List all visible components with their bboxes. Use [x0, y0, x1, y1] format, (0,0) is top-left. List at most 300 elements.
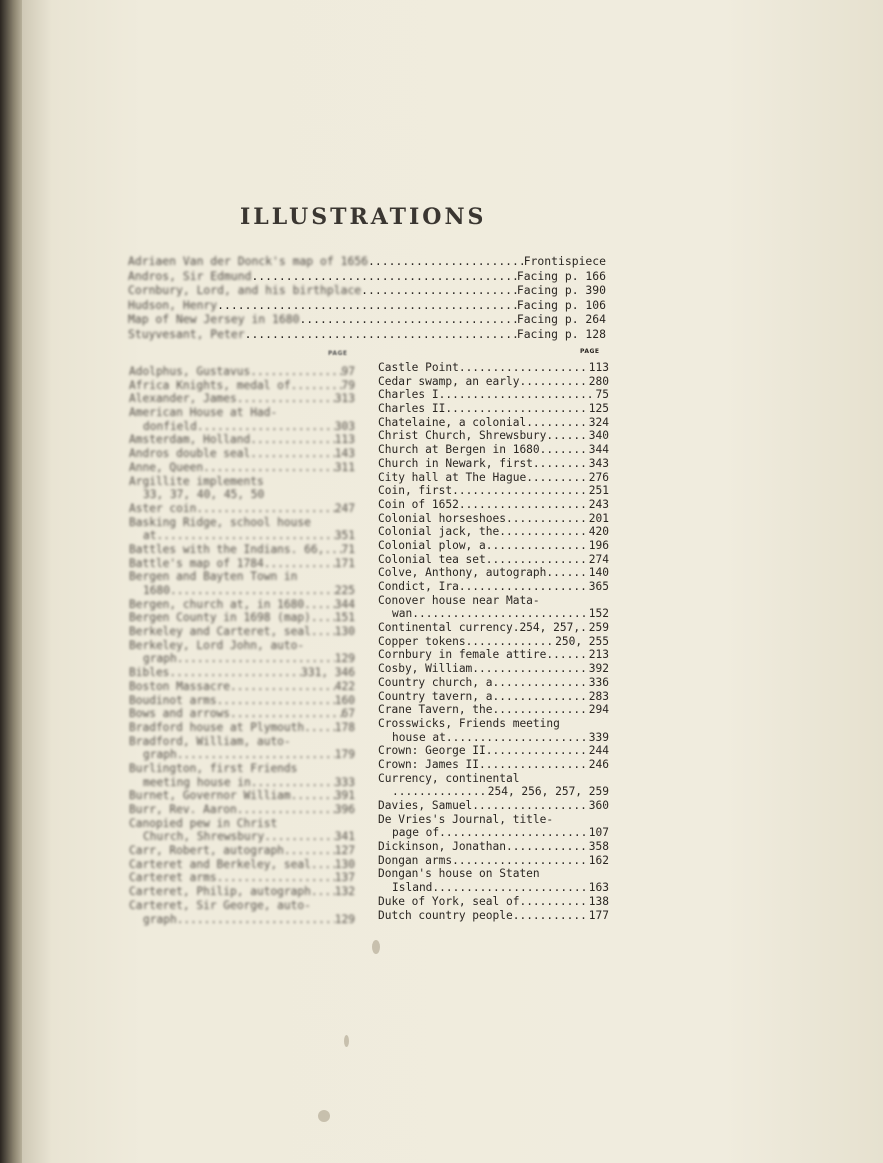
entry-text: City hall at The Hague	[378, 470, 527, 484]
entry-text: Colonial tea set	[378, 552, 486, 566]
entry-text: De Vries's Journal, title-	[378, 812, 554, 826]
index-entry	[129, 488, 355, 502]
index-entry	[129, 707, 355, 721]
dot-leader	[251, 776, 335, 790]
index-entry	[378, 909, 609, 923]
dot-leader	[432, 881, 588, 895]
entry-page: 130	[334, 857, 355, 871]
index-entry	[378, 525, 609, 539]
entry-page: 137	[334, 871, 355, 885]
index-entry	[378, 648, 609, 662]
entry-text: Condict, Ira	[378, 580, 459, 593]
dot-leader	[533, 457, 589, 471]
entry-page: 358	[588, 840, 609, 854]
illustration-title: Hudson, Henry	[128, 297, 218, 312]
index-entry	[378, 621, 609, 635]
entry-text: Burnet, Governor William	[129, 789, 291, 803]
dot-leader	[291, 789, 335, 803]
entry-text: Alexander, James	[129, 392, 237, 406]
dot-leader	[311, 611, 335, 625]
dot-leader	[459, 361, 589, 375]
entry-page: 283	[588, 689, 609, 703]
index-entry	[378, 881, 609, 895]
entry-page: 171	[334, 556, 355, 570]
dot-leader	[486, 553, 589, 567]
entry-page: 140	[588, 566, 609, 580]
entry-page: 75	[595, 388, 609, 402]
entry-page: 177	[588, 908, 609, 922]
dot-leader	[392, 785, 488, 799]
illustration-row	[128, 298, 606, 313]
index-entry	[129, 461, 355, 475]
index-entry	[378, 512, 609, 526]
index-entry	[378, 471, 609, 485]
index-entry	[378, 785, 609, 799]
entry-text: graph	[143, 652, 177, 666]
entry-page: 396	[334, 803, 355, 816]
entry-text: Burr, Rev. Aaron	[129, 803, 237, 816]
entry-page: 280	[588, 374, 609, 388]
entry-text: Chatelaine, a colonial	[378, 415, 527, 429]
entry-page: 196	[588, 538, 609, 552]
entry-page: 351	[334, 529, 355, 543]
illustration-title: Stuyvesant, Peter	[128, 326, 245, 341]
index-entry	[378, 594, 609, 608]
dot-leader	[499, 525, 589, 539]
entry-text: Battles with the Indians. 66,	[129, 542, 325, 556]
index-entry	[378, 840, 609, 854]
dot-leader	[506, 512, 589, 526]
entry-text: donfield	[143, 419, 197, 433]
dot-leader	[486, 744, 589, 758]
entry-text: meeting house in	[143, 775, 251, 789]
illustration-title: Adriaen Van der Donck's map of 1656	[128, 254, 369, 268]
dot-leader	[493, 676, 589, 690]
entry-text: Church, Shrewsbury	[143, 830, 265, 844]
index-entry	[378, 580, 609, 594]
illustration-title: Andros, Sir Edmund	[128, 268, 252, 283]
entry-page: 244	[588, 744, 609, 758]
illustration-title: Map of New Jersey in 1680	[128, 312, 300, 327]
entry-text: Aster coin	[129, 501, 197, 515]
entry-text: Colonial plow, a	[378, 538, 486, 552]
index-entry	[378, 498, 609, 512]
entry-text: graph	[143, 912, 177, 926]
entry-page: 422	[334, 679, 355, 693]
dot-leader	[284, 844, 335, 858]
dot-leader	[446, 731, 589, 745]
index-entry	[129, 803, 355, 817]
index-entry	[129, 789, 355, 803]
entry-page: 311	[334, 460, 355, 474]
entry-text: Duke of York, seal of	[378, 894, 520, 908]
illustration-page: Facing p. 166	[516, 268, 606, 283]
index-entry	[378, 826, 609, 840]
entry-text: Carteret arms	[129, 871, 217, 885]
entry-page: 243	[588, 497, 609, 511]
dot-leader	[526, 471, 589, 485]
entry-text: Conover house near Mata-	[378, 593, 540, 607]
index-entry	[378, 676, 609, 690]
dot-leader	[311, 885, 335, 899]
index-entry	[378, 553, 609, 567]
entry-text: Coin of 1652	[378, 497, 459, 511]
index-entry	[378, 375, 609, 389]
entry-text: Dongan arms	[378, 853, 453, 867]
index-entry	[129, 529, 355, 543]
dot-leader	[217, 298, 517, 313]
entry-text: Island	[392, 881, 433, 895]
entry-text: Crown: James II	[378, 757, 480, 771]
dot-leader	[580, 621, 589, 635]
dot-leader	[445, 402, 588, 416]
entry-text: Canopied pew in Christ	[129, 816, 278, 830]
index-entry	[129, 365, 355, 379]
entry-text: Bibles	[129, 666, 170, 680]
entry-text: Bergen and Bayten Town in	[129, 570, 298, 584]
book-binding-edge	[0, 0, 22, 1163]
entry-page: 340	[588, 429, 609, 443]
index-entry	[378, 361, 609, 375]
dot-leader	[513, 909, 589, 923]
index-entry	[129, 844, 355, 858]
index-entry	[129, 666, 355, 680]
index-entry	[129, 379, 355, 393]
index-entry	[129, 913, 355, 927]
page-column-label-left: PAGE	[328, 350, 348, 357]
index-entry	[378, 731, 609, 745]
index-entry	[378, 402, 609, 416]
dot-leader	[493, 703, 589, 717]
entry-page: 313	[334, 392, 355, 406]
paper-stain	[372, 940, 380, 954]
paper-stain	[318, 1110, 330, 1122]
dot-leader	[560, 566, 589, 580]
dot-leader	[311, 858, 335, 872]
index-entry	[129, 721, 355, 735]
dot-leader	[540, 443, 589, 457]
entry-text: Bergen County in 1698 (map)	[129, 611, 311, 625]
entry-text: Carr, Robert, autograph	[129, 844, 284, 858]
dot-leader	[250, 433, 335, 447]
dot-leader	[156, 529, 334, 543]
entry-page: 420	[588, 525, 609, 539]
illustrations-list	[128, 254, 606, 342]
entry-text: Basking Ridge, school house	[129, 515, 311, 529]
index-entry	[378, 744, 609, 758]
entry-text: Crosswicks, Friends meeting	[378, 716, 560, 730]
index-entry	[378, 758, 609, 772]
index-entry	[129, 694, 355, 708]
entry-text: Berkeley and Carteret, seal	[129, 625, 311, 639]
index-entry	[129, 762, 355, 776]
entry-text: Carteret, Philip, autograph	[129, 885, 311, 899]
index-entry	[378, 772, 609, 786]
dot-leader	[291, 379, 342, 393]
index-entry	[129, 516, 355, 530]
entry-page: 344	[588, 443, 609, 457]
entry-text: Crown: George II	[378, 744, 486, 758]
index-entry	[378, 813, 609, 827]
illustration-page: Facing p. 128	[516, 326, 606, 341]
dot-leader	[472, 662, 588, 676]
entry-page: 294	[588, 703, 609, 717]
index-entry	[129, 858, 355, 872]
index-entry	[378, 662, 609, 676]
entry-text: Country tavern, a	[378, 689, 493, 703]
dot-leader	[526, 416, 589, 430]
dot-leader	[459, 580, 589, 594]
entry-page: 246	[588, 757, 609, 771]
dot-leader	[169, 666, 301, 680]
entry-page: 251	[588, 484, 609, 498]
dot-leader	[217, 871, 335, 885]
entry-text: Dickinson, Jonathan	[378, 840, 506, 854]
index-entry	[129, 543, 355, 557]
entry-text: Church at Bergen in 1680	[378, 443, 540, 457]
dot-leader	[553, 429, 589, 443]
entry-page: 113	[588, 361, 609, 374]
entry-text: Charles II	[378, 402, 446, 416]
entry-text: Argillite implements	[129, 474, 264, 488]
dot-leader	[439, 826, 589, 840]
index-column-left	[129, 365, 355, 926]
index-entry	[129, 652, 355, 666]
index-column-right	[378, 361, 609, 922]
entry-text: Davies, Samuel	[378, 799, 473, 812]
index-entry	[129, 584, 355, 598]
index-entry	[129, 447, 355, 461]
illustration-page: Frontispiece	[523, 254, 606, 268]
entry-text: Burlington, first Friends	[129, 761, 298, 775]
entry-text: Christ Church, Shrewsbury.	[378, 429, 554, 443]
entry-page: 341	[334, 830, 355, 844]
entry-text: house at	[392, 730, 446, 744]
entry-page: 201	[588, 511, 609, 525]
entry-page: 107	[588, 826, 609, 840]
index-entry	[129, 611, 355, 625]
entry-text: wan	[392, 607, 413, 621]
illustration-row	[128, 327, 606, 342]
index-entry	[129, 735, 355, 749]
index-entry	[378, 457, 609, 471]
entry-text: Andros double seal	[129, 447, 251, 461]
entry-text: Anne, Queen	[129, 460, 204, 474]
index-entry	[378, 566, 609, 580]
index-entry	[378, 867, 609, 881]
dot-leader	[250, 365, 341, 379]
dot-leader	[170, 584, 335, 598]
entry-text: Castle Point	[378, 361, 459, 374]
index-entry	[129, 598, 355, 612]
dot-leader	[479, 758, 589, 772]
entry-page: 333	[334, 775, 355, 789]
entry-text: Carteret and Berkeley, seal	[129, 857, 311, 871]
index-entry	[129, 570, 355, 584]
entry-page: 163	[588, 881, 609, 895]
entry-page: 132	[334, 885, 355, 899]
dot-leader	[519, 375, 588, 389]
entry-page: 129	[334, 912, 355, 926]
entry-page: 276	[588, 470, 609, 484]
entry-page: 360	[588, 799, 609, 812]
dot-leader	[493, 690, 589, 704]
entry-text: Colonial jack, the	[378, 525, 500, 539]
dot-leader	[472, 799, 588, 813]
entry-page: 160	[334, 693, 355, 707]
dot-leader	[466, 635, 556, 649]
index-entry	[129, 748, 355, 762]
entry-text: Cornbury in female attire..	[378, 648, 560, 662]
entry-text: Coin, first	[378, 484, 453, 498]
index-entry	[378, 429, 609, 443]
entry-text: Cedar swamp, an early	[378, 374, 520, 388]
index-entry	[129, 433, 355, 447]
illustration-title: Cornbury, Lord, and his birthplace	[128, 283, 362, 298]
dot-leader	[368, 254, 524, 269]
dot-leader	[486, 539, 589, 553]
illustration-row	[128, 254, 606, 269]
entry-page: 113	[334, 433, 355, 447]
entry-page: 339	[588, 730, 609, 744]
entry-text: Berkeley, Lord John, auto-	[129, 638, 305, 652]
dot-leader	[304, 598, 335, 612]
entry-page: 365	[588, 580, 609, 593]
index-entry	[378, 416, 609, 430]
entry-page: 125	[588, 402, 609, 416]
index-entry	[378, 484, 609, 498]
entry-text: Crane Tavern, the	[378, 703, 493, 717]
dot-leader	[264, 557, 335, 571]
entry-text: Colve, Anthony, autograph..	[378, 566, 560, 580]
entry-page: 138	[588, 894, 609, 908]
entry-page: 225	[334, 584, 355, 597]
entry-page: 151	[334, 611, 355, 625]
dot-leader	[230, 680, 335, 694]
entry-text: Carteret, Sir George, auto-	[129, 898, 311, 912]
index-entry	[129, 817, 355, 831]
entry-text: page of	[392, 826, 440, 840]
dot-leader	[519, 895, 588, 909]
entry-page: 254, 256, 257, 259	[487, 785, 609, 799]
dot-leader	[251, 269, 516, 284]
dot-leader	[506, 840, 589, 854]
dot-leader	[311, 625, 335, 639]
entry-page: 143	[334, 447, 355, 461]
dot-leader	[412, 607, 589, 621]
entry-page: 127	[334, 844, 355, 858]
dot-leader	[203, 461, 335, 475]
index-entry	[129, 680, 355, 694]
entry-page: 67	[341, 707, 355, 721]
entry-text: Adolphus, Gustavus	[129, 365, 251, 378]
index-entry	[129, 871, 355, 885]
entry-page: 71	[341, 542, 355, 556]
dot-leader	[264, 830, 335, 844]
entry-page: 274	[588, 552, 609, 566]
page-title: ILLUSTRATIONS	[240, 204, 487, 230]
index-entry	[378, 443, 609, 457]
dot-leader	[452, 484, 589, 498]
dot-leader	[217, 694, 335, 708]
entry-page: 331, 346	[301, 666, 355, 680]
entry-text: Battle's map of 1784	[129, 556, 264, 570]
entry-text: 33, 37, 40, 45, 50	[143, 488, 265, 502]
entry-text: Church in Newark, first	[378, 456, 533, 470]
entry-text: Amsterdam, Holland	[129, 433, 251, 447]
entry-page: 303	[334, 419, 355, 433]
entry-page: 152	[588, 607, 609, 621]
index-entry	[129, 885, 355, 899]
index-entry	[378, 690, 609, 704]
index-entry	[378, 895, 609, 909]
entry-page: 250, 255	[555, 634, 609, 648]
index-entry	[129, 392, 355, 406]
dot-leader	[361, 283, 517, 298]
entry-text: Boston Massacre	[129, 679, 231, 693]
dot-leader	[459, 498, 589, 512]
dot-leader	[237, 392, 335, 406]
index-entry	[129, 830, 355, 844]
index-entry	[378, 388, 609, 402]
illustration-page: Facing p. 106	[516, 297, 606, 312]
entry-text: Colonial horseshoes	[378, 511, 506, 525]
index-entry	[378, 635, 609, 649]
dot-leader	[177, 748, 335, 762]
entry-page: 344	[334, 597, 355, 611]
index-entry	[129, 625, 355, 639]
entry-text: American House at Had-	[129, 406, 278, 420]
dot-leader	[177, 652, 335, 666]
illustration-page: Facing p. 390	[516, 283, 606, 298]
entry-page: 336	[588, 675, 609, 689]
dot-leader	[245, 327, 517, 342]
entry-page: 343	[588, 456, 609, 470]
entry-text: at	[143, 529, 157, 543]
entry-page: 247	[334, 501, 355, 515]
index-entry	[378, 717, 609, 731]
dot-leader	[560, 648, 589, 662]
dot-leader	[299, 312, 516, 327]
dot-leader	[324, 543, 341, 557]
entry-page: 259	[588, 621, 609, 635]
dot-leader	[177, 913, 335, 927]
dot-leader	[439, 388, 596, 402]
index-entry	[378, 607, 609, 621]
index-entry	[129, 475, 355, 489]
index-entry	[378, 703, 609, 717]
dot-leader	[237, 803, 335, 817]
entry-page: 129	[334, 652, 355, 666]
dot-leader	[304, 721, 335, 735]
entry-page: 178	[334, 720, 355, 734]
dot-leader	[197, 420, 335, 434]
illustration-row	[128, 283, 606, 298]
entry-text: Currency, continental	[378, 771, 520, 785]
entry-text: Bows and arrows	[129, 707, 231, 721]
entry-text: Bradford, William, auto-	[129, 734, 291, 748]
entry-text: Bergen, church at, in 1680	[129, 597, 305, 611]
entry-text: Country church, a	[378, 675, 493, 689]
dot-leader	[250, 447, 335, 461]
entry-page: 162	[588, 853, 609, 867]
entry-text: Boudinot arms	[129, 693, 217, 707]
entry-page: 391	[334, 789, 355, 803]
index-entry	[378, 854, 609, 868]
index-entry	[129, 406, 355, 420]
paper-stain	[344, 1035, 349, 1047]
entry-page: 179	[334, 748, 355, 762]
